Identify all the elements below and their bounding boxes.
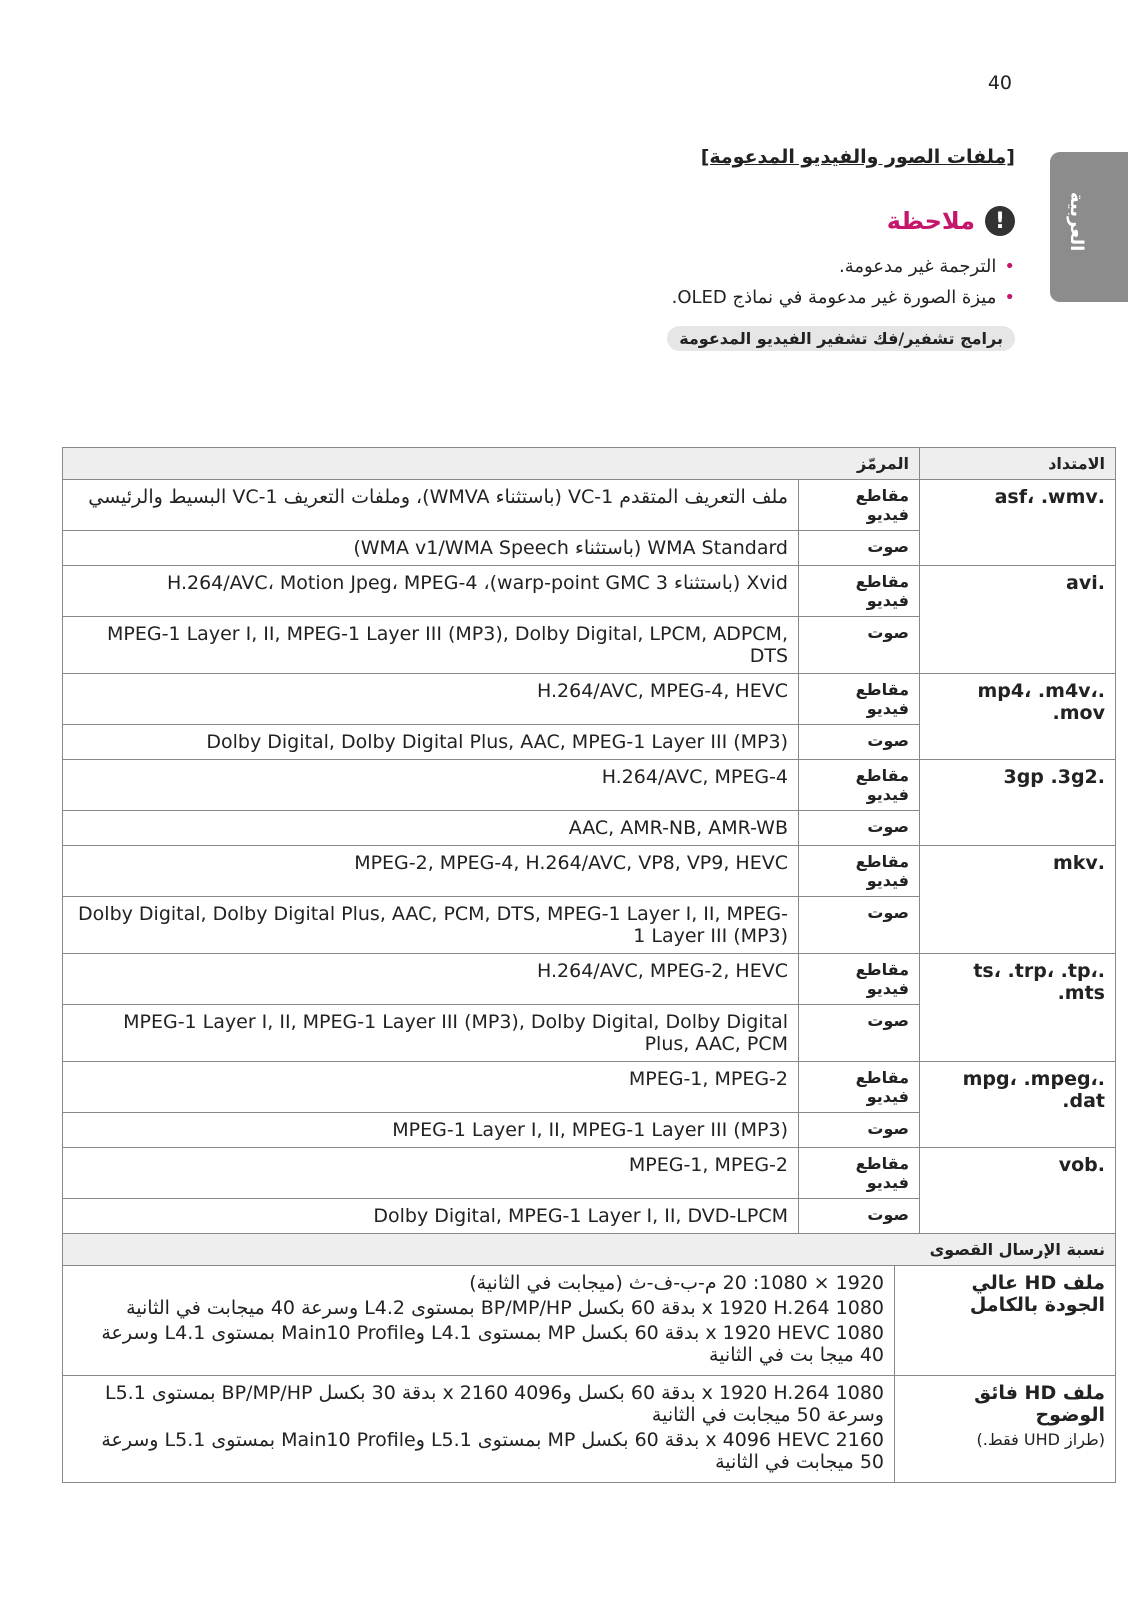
- table-row: [63, 566, 1116, 617]
- codec-table: [62, 447, 1116, 1234]
- bullet-item: • الترجمة غير مدعومة.: [672, 256, 1015, 277]
- codec-value-cell: H.264/AVC, MPEG-4: [63, 760, 799, 811]
- codec-kind-cell: مقاطع فيديو: [799, 760, 920, 811]
- extension-cell: .mkv: [920, 846, 1116, 954]
- codec-value-cell: MPEG-1 Layer I, II, MPEG-1 Layer III (MP3), Dolby Digital, Dolby Digital Plus, AAC, PCM: [63, 1005, 799, 1062]
- table-row: [63, 954, 1116, 1005]
- codec-kind-cell: صوت: [799, 1005, 920, 1062]
- section-title: [ملفات الصور والفيديو المدعومة]: [700, 146, 1015, 168]
- bitrate-label-note: (طراز UHD فقط.): [976, 1430, 1105, 1449]
- codec-value-cell: Dolby Digital, MPEG-1 Layer I, II, DVD-LPCM: [63, 1199, 799, 1234]
- side-tab-label: العربية: [1066, 192, 1087, 252]
- extension-cell: .asf، .wmv: [920, 480, 1116, 566]
- extension-cell: .mp4، .m4v، .mov: [920, 674, 1116, 760]
- bullet-item: • ميزة الصورة غير مدعومة في نماذج OLED.: [672, 287, 1015, 308]
- codec-value-cell: AAC, AMR-NB, AMR-WB: [63, 811, 799, 846]
- codec-value-cell: ملف التعريف المتقدم VC-1 (باستثناء WMVA)، وملفات التعريف VC-1 البسيط والرئيسي: [63, 480, 799, 531]
- table-row: [63, 480, 1116, 531]
- codec-value-cell: Xvid (باستثناء 3 warp-point GMC)، H.264/AVC، Motion Jpeg، MPEG-4: [63, 566, 799, 617]
- bitrate-label-cell: [895, 1376, 1116, 1483]
- bitrate-line: 1080 x 1920 H.264 بدقة 60 بكسل و4096 x 2160 بدقة 30 بكسل BP/MP/HP بمستوى L5.1 وسرعة 50 ميجابت في الثانية: [105, 1382, 884, 1426]
- codec-kind-cell: صوت: [799, 617, 920, 674]
- table-header-row: [63, 448, 1116, 480]
- codec-kind-cell: صوت: [799, 1199, 920, 1234]
- exclamation-icon: !: [985, 206, 1015, 236]
- table-row: [63, 846, 1116, 897]
- extension-cell: .avi: [920, 566, 1116, 674]
- codec-value-cell: MPEG-2, MPEG-4, H.264/AVC, VP8, VP9, HEVC: [63, 846, 799, 897]
- bitrate-line: 1080 x 1920 HEVC بدقة 60 بكسل MP بمستوى L4.1 وMain10 Profile بمستوى L4.1 وسرعة 40 ميجا بت في الثانية: [101, 1322, 884, 1366]
- table-row: [63, 1266, 1116, 1376]
- codec-value-cell: MPEG-1, MPEG-2: [63, 1062, 799, 1113]
- codec-kind-cell: مقاطع فيديو: [799, 566, 920, 617]
- bitrate-line: 1080 x 1920 H.264 بدقة 60 بكسل BP/MP/HP بمستوى L4.2 وسرعة 40 ميجابت في الثانية: [126, 1297, 884, 1319]
- table-row: [63, 1376, 1116, 1483]
- codec-kind-cell: صوت: [799, 811, 920, 846]
- codec-value-cell: Dolby Digital, Dolby Digital Plus, AAC, PCM, DTS, MPEG-1 Layer I, II, MPEG-1 Layer III (MP3): [63, 897, 799, 954]
- codec-subheading: برامج تشفير/فك تشفير الفيديو المدعومة: [667, 326, 1015, 351]
- table-row: [63, 760, 1116, 811]
- note-heading: [887, 206, 1015, 236]
- bitrate-table: [62, 1233, 1116, 1483]
- extension-cell: .mpg، .mpeg، .dat: [920, 1062, 1116, 1148]
- language-side-tab: [1050, 152, 1128, 302]
- extension-cell: .vob: [920, 1148, 1116, 1234]
- bitrate-label: ملف HD عالي الجودة بالكامل: [969, 1272, 1105, 1316]
- codec-value-cell: Dolby Digital, Dolby Digital Plus, AAC, MPEG-1 Layer III (MP3): [63, 725, 799, 760]
- bitrate-values-cell: [63, 1266, 895, 1376]
- codec-kind-cell: مقاطع فيديو: [799, 846, 920, 897]
- header-codec: المرمّز: [63, 448, 920, 480]
- note-title: ملاحظة: [886, 207, 975, 235]
- table-header-row: [63, 1234, 1116, 1266]
- extension-cell: .ts، .trp، .tp، .mts: [920, 954, 1116, 1062]
- bitrate-label-cell: [895, 1266, 1116, 1376]
- header-extension: الامتداد: [920, 448, 1116, 480]
- codec-value-cell: MPEG-1 Layer I, II, MPEG-1 Layer III (MP3), Dolby Digital, LPCM, ADPCM, DTS: [63, 617, 799, 674]
- codec-kind-cell: مقاطع فيديو: [799, 1148, 920, 1199]
- bitrate-values-cell: [63, 1376, 895, 1483]
- extension-cell: .3gp .3g2: [920, 760, 1116, 846]
- codec-kind-cell: مقاطع فيديو: [799, 674, 920, 725]
- page-number: 40: [987, 72, 1012, 94]
- codec-kind-cell: مقاطع فيديو: [799, 1062, 920, 1113]
- note-bullets: [672, 256, 1015, 318]
- bitrate-title: نسبة الإرسال القصوى: [63, 1234, 1116, 1266]
- codec-value-cell: MPEG-1 Layer I, II, MPEG-1 Layer III (MP3): [63, 1113, 799, 1148]
- table-row: [63, 1148, 1116, 1199]
- table-row: [63, 674, 1116, 725]
- codec-kind-cell: صوت: [799, 531, 920, 566]
- table-row: [63, 1062, 1116, 1113]
- bitrate-line: 2160 x 4096 HEVC بدقة 60 بكسل MP بمستوى L5.1 وMain10 Profile بمستوى L5.1 وسرعة 50 ميجابت في الثانية: [101, 1429, 884, 1473]
- bitrate-label: ملف HD فائق الوضوح: [974, 1382, 1105, 1426]
- codec-kind-cell: صوت: [799, 897, 920, 954]
- codec-value-cell: H.264/AVC, MPEG-4, HEVC: [63, 674, 799, 725]
- codec-value-cell: MPEG-1, MPEG-2: [63, 1148, 799, 1199]
- codec-kind-cell: مقاطع فيديو: [799, 954, 920, 1005]
- codec-kind-cell: صوت: [799, 725, 920, 760]
- codec-value-cell: WMA Standard (باستثناء WMA v1/WMA Speech): [63, 531, 799, 566]
- codec-value-cell: H.264/AVC, MPEG-2, HEVC: [63, 954, 799, 1005]
- codec-kind-cell: صوت: [799, 1113, 920, 1148]
- codec-kind-cell: مقاطع فيديو: [799, 480, 920, 531]
- bitrate-line: 1920 × 1080: 20 م-ب-ف-ث (ميجابت في الثانية): [469, 1272, 884, 1294]
